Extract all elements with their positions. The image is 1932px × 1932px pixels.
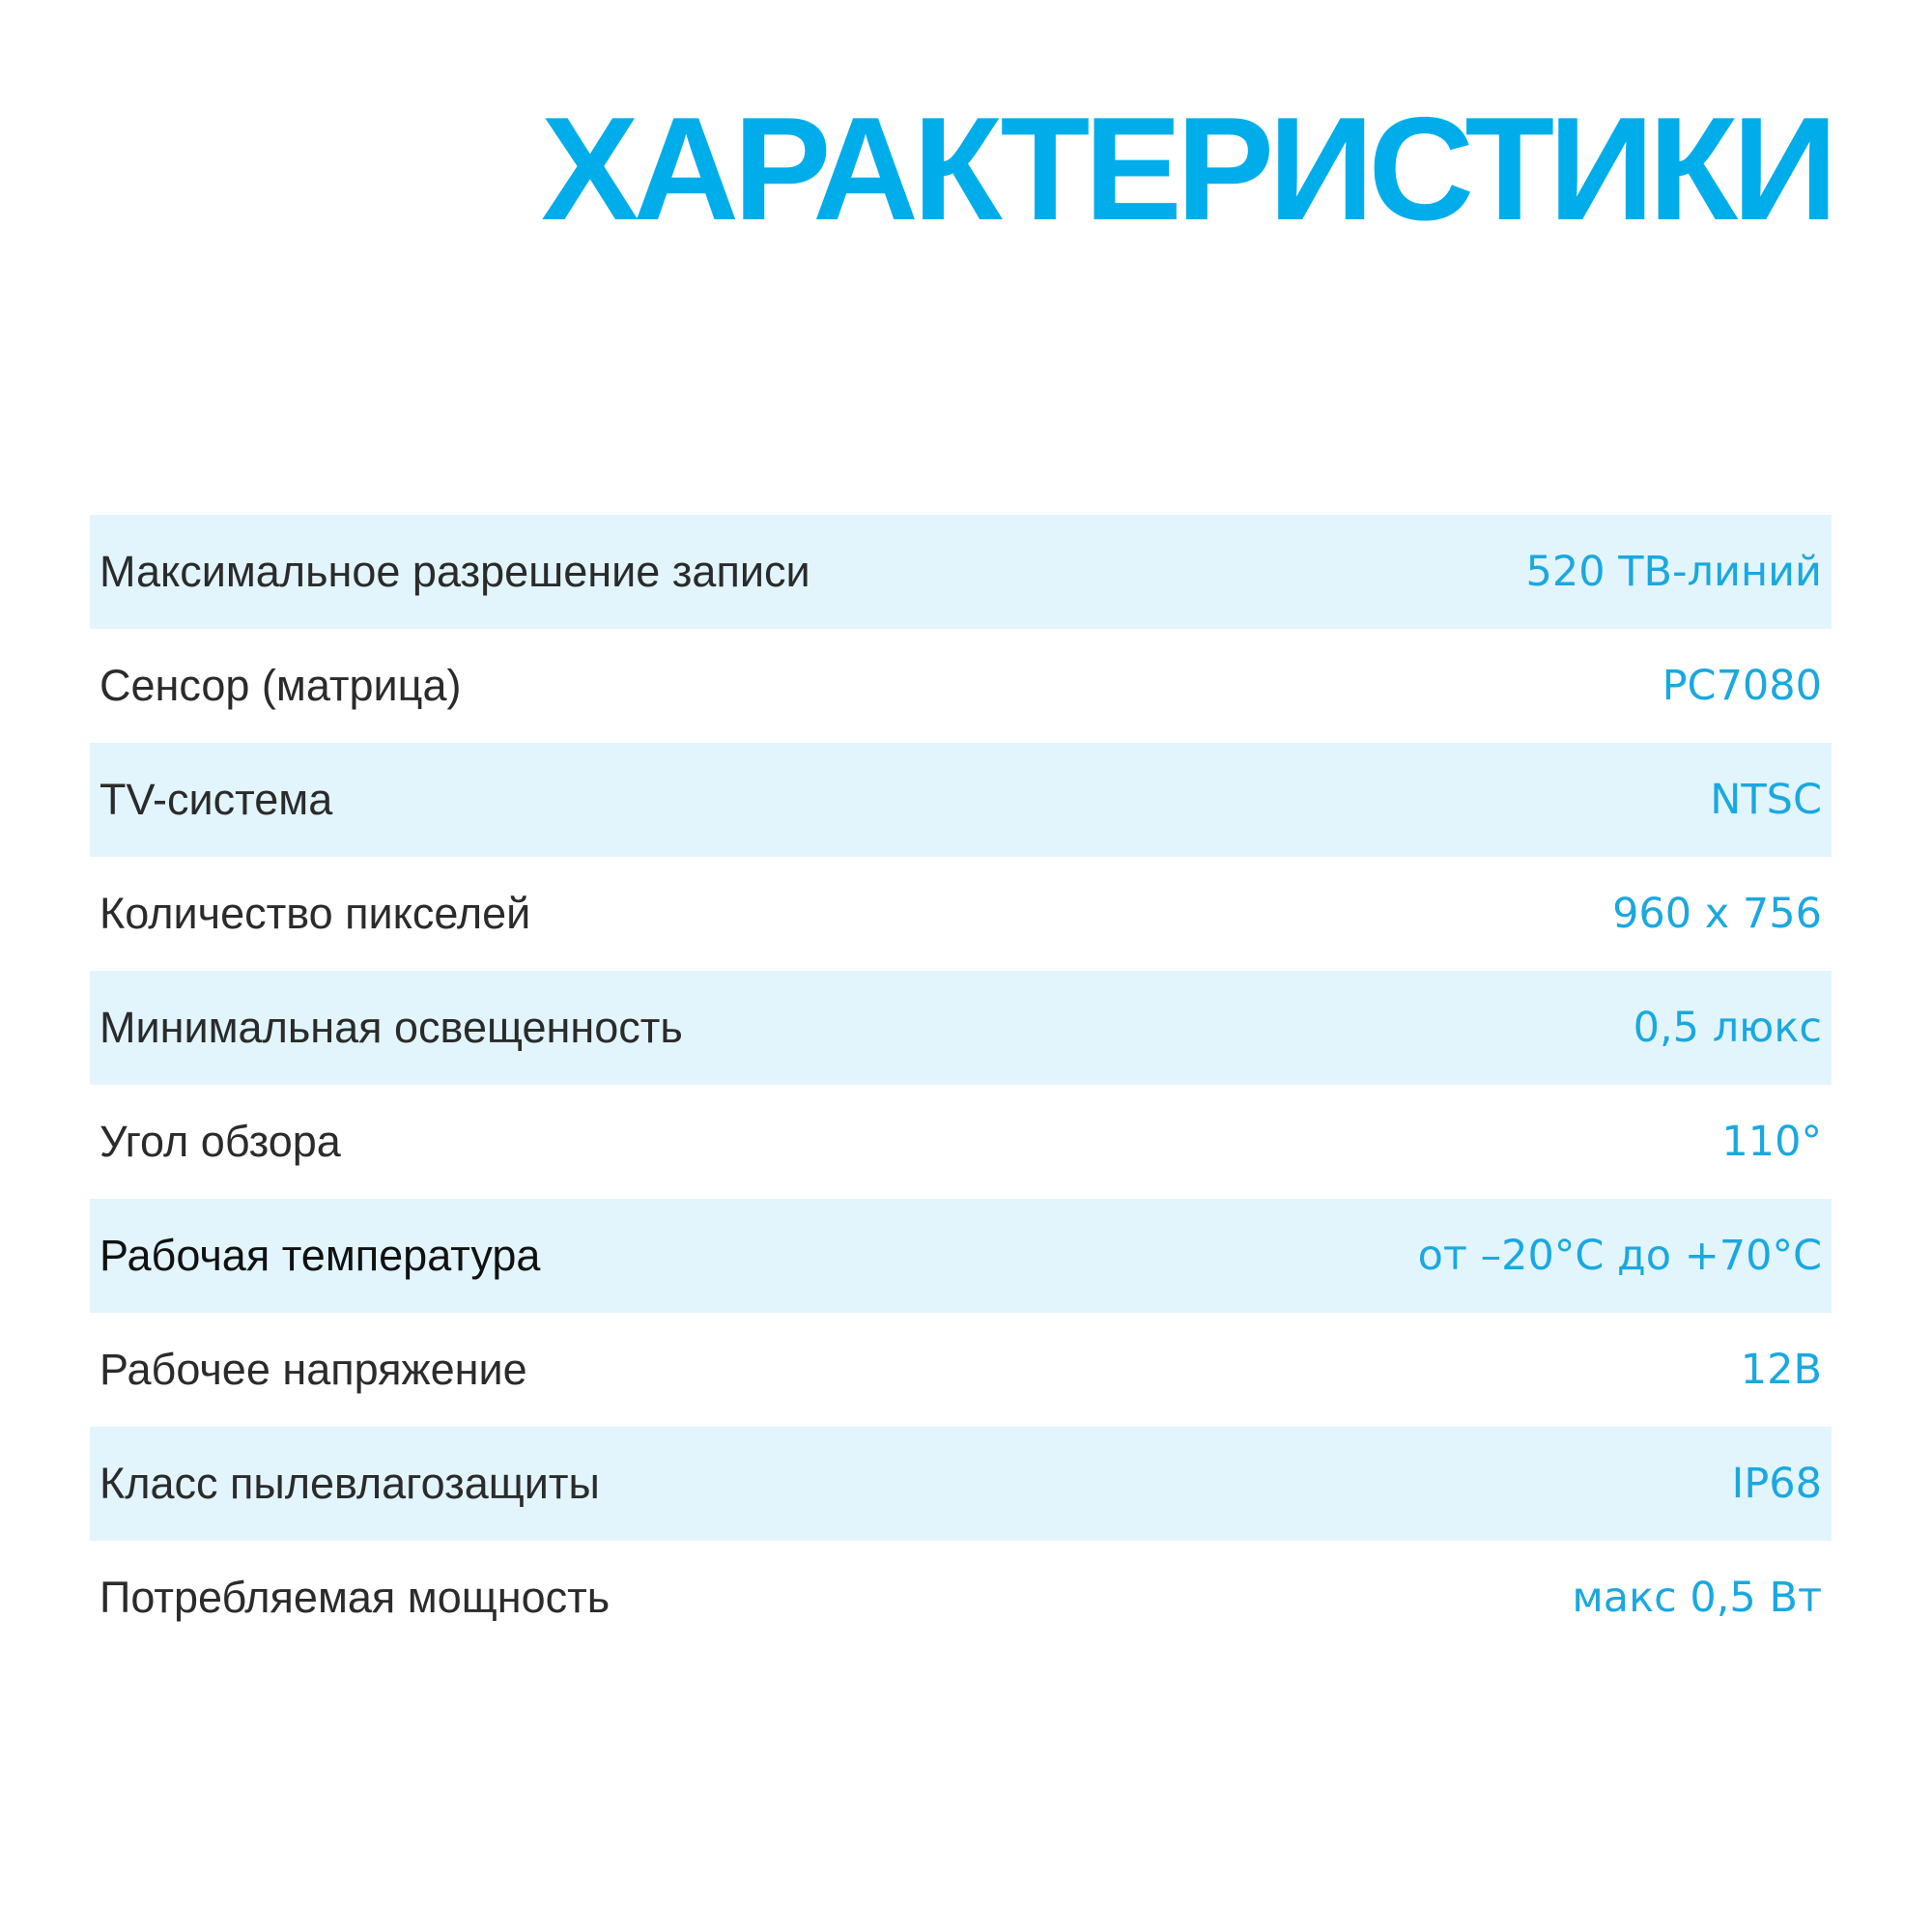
spec-value: 0,5 люкс xyxy=(1633,1004,1822,1052)
spec-value: IP68 xyxy=(1731,1460,1822,1508)
spec-label: Потребляемая мощность xyxy=(99,1573,611,1622)
spec-value: NTSC xyxy=(1710,776,1822,824)
spec-row xyxy=(90,1313,1832,1427)
spec-row xyxy=(90,1427,1832,1541)
spec-row xyxy=(90,629,1832,743)
spec-value: от –20°С до +70°С xyxy=(1417,1232,1822,1280)
spec-label: Минимальная освещенность xyxy=(99,1003,683,1052)
spec-value: 12В xyxy=(1740,1346,1822,1394)
spec-row xyxy=(90,971,1832,1085)
spec-value: 520 ТВ-линий xyxy=(1525,548,1822,596)
specs-table xyxy=(90,515,1832,1655)
spec-label: Угол обзора xyxy=(99,1117,341,1166)
spec-row xyxy=(90,1541,1832,1655)
spec-label: TV-система xyxy=(99,775,333,824)
spec-label: Количество пикселей xyxy=(99,889,531,938)
spec-label: Рабочее напряжение xyxy=(99,1345,527,1394)
spec-value: 960 x 756 xyxy=(1612,890,1822,938)
spec-label: Сенсор (матрица) xyxy=(99,661,462,710)
page-title: ХАРАКТЕРИСТИКИ xyxy=(541,87,1833,251)
spec-row xyxy=(90,743,1832,857)
spec-label: Рабочая температура xyxy=(99,1231,541,1280)
spec-value: макс 0,5 Вт xyxy=(1572,1574,1822,1622)
spec-value: 110° xyxy=(1721,1118,1822,1166)
spec-row xyxy=(90,1199,1832,1313)
spec-row xyxy=(90,515,1832,629)
spec-row xyxy=(90,1085,1832,1199)
spec-label: Класс пылевлагозащиты xyxy=(99,1459,600,1508)
spec-row xyxy=(90,857,1832,971)
spec-label: Максимальное разрешение записи xyxy=(99,547,810,596)
spec-value: PC7080 xyxy=(1662,662,1822,710)
